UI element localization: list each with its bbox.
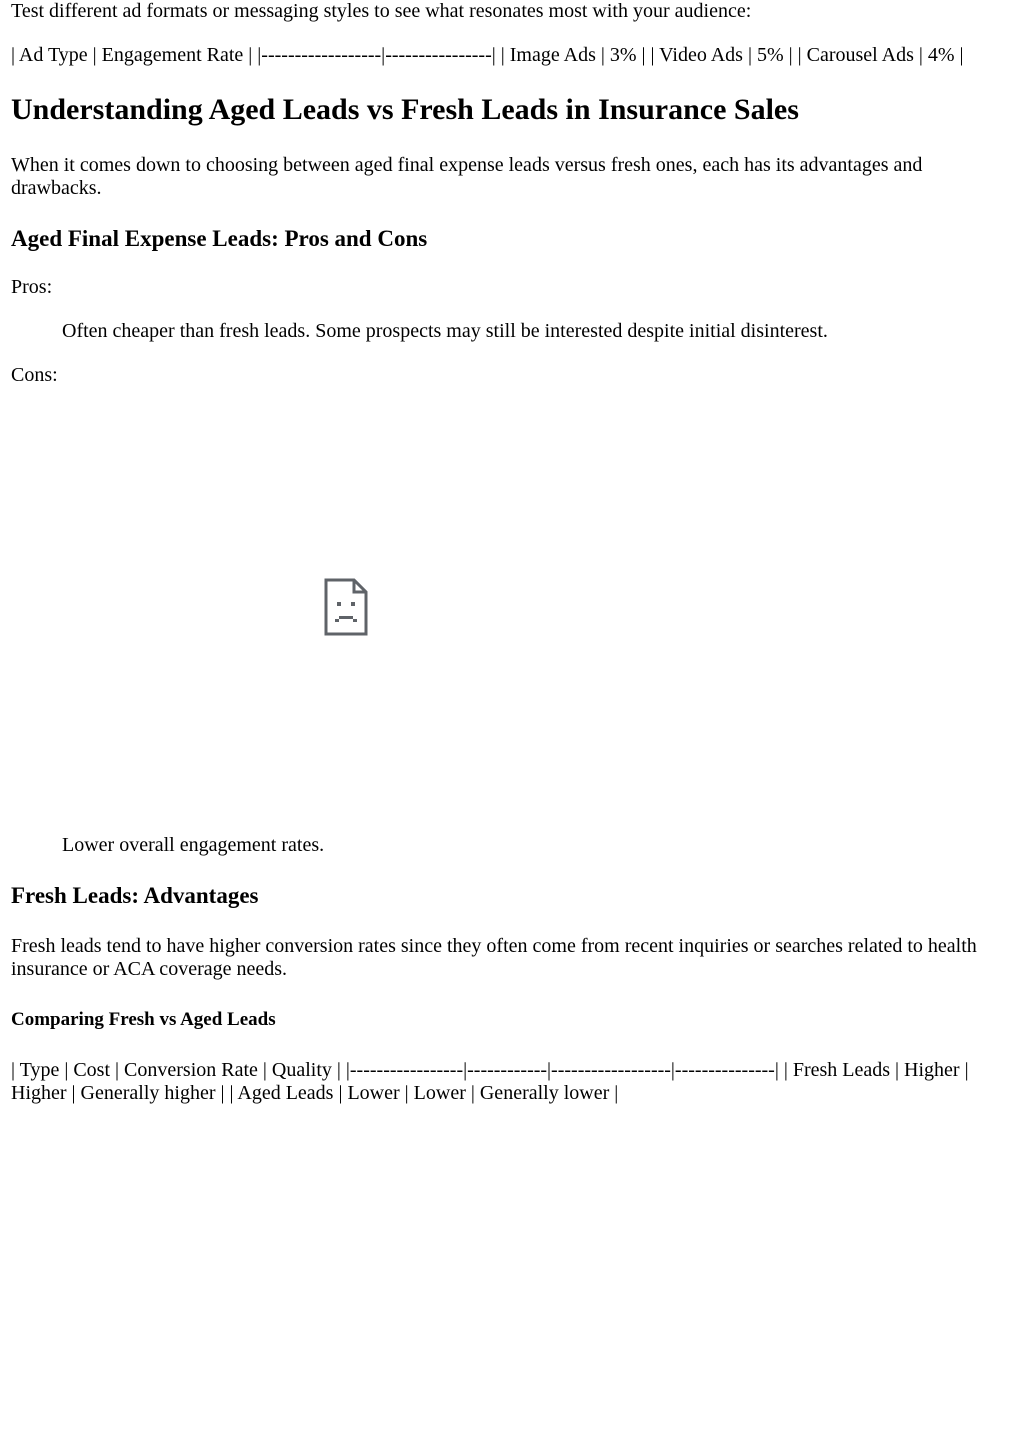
cons-label: Cons: bbox=[11, 364, 58, 386]
ad-engagement-table-text: | Ad Type | Engagement Rate | |------------------|----------------| | Image Ads | 3% | | Video Ads | 5% | | Carousel Ads | 4% | bbox=[11, 44, 964, 66]
aged-leads-heading: Aged Final Expense Leads: Pros and Cons bbox=[11, 226, 428, 251]
pros-label: Pros: bbox=[11, 276, 53, 298]
fresh-leads-paragraph: Fresh leads tend to have higher conversion rates since they often come from recent inquiries or searches related to health insurance or ACA coverage needs. bbox=[11, 935, 977, 980]
section-intro-paragraph: When it comes down to choosing between aged final expense leads versus fresh ones, each has its advantages and drawbacks. bbox=[11, 154, 923, 199]
intro-paragraph: Test different ad formats or messaging styles to see what resonates most with your audience: bbox=[11, 0, 752, 22]
section-title: Understanding Aged Leads vs Fresh Leads in Insurance Sales bbox=[11, 93, 799, 126]
comparison-heading: Comparing Fresh vs Aged Leads bbox=[11, 1009, 276, 1030]
broken-document-icon bbox=[324, 578, 368, 636]
fresh-leads-heading: Fresh Leads: Advantages bbox=[11, 883, 259, 908]
comparison-table-text: | Type | Cost | Conversion Rate | Quality | |-----------------|------------|------------------|---------------| | Fresh Leads | Higher | Higher | Generally higher | | Aged Leads | Lower | Lower | Generally lower | bbox=[11, 1059, 969, 1104]
cons-text: Lower overall engagement rates. bbox=[62, 834, 325, 856]
pros-text: Often cheaper than fresh leads. Some prospects may still be interested despite initial disinterest. bbox=[62, 320, 828, 342]
